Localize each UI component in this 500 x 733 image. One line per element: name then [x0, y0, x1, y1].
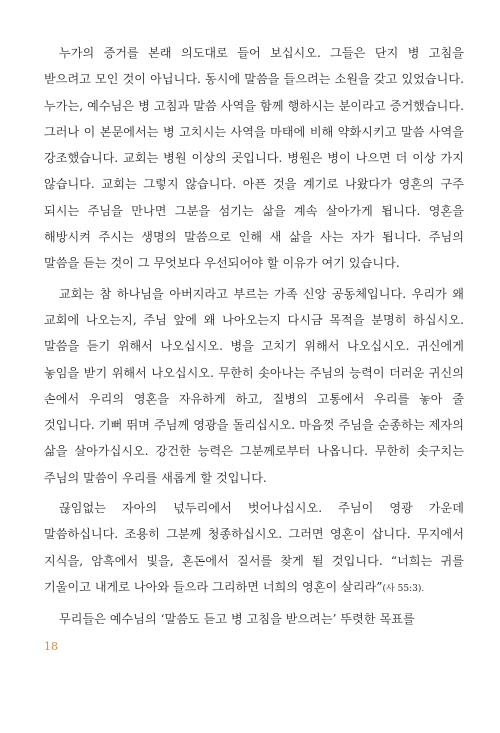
- scripture-citation: (사 55:3).: [382, 583, 425, 594]
- page-number: 18: [44, 640, 58, 653]
- document-body: [44, 40, 464, 637]
- paragraph: [44, 495, 464, 602]
- paragraph: 무리들은 예수님의 ‘말씀도 듣고 병 고침을 받으려는’ 뚜렷한 목표를: [59, 612, 415, 627]
- paragraph: 교회는 참 하나님을 아버지라고 부르는 가족 신앙 공동체입니다. 우리가 왜 교회에 나오는지, 주님 앞에 왜 나아오는지 다시금 목적을 분명히 하십시오. 말씀을 듣기 위해서 나오십시오. 병을 고치기 위해서 나오십시오. 귀신에게 놓임을 받기 위해서 나오십시오. 무한히 솟아나는 주님의 능력이 더러운 귀신의 손에서 우리의 영혼을 자유하게 하고, 질병의 고통에서 우리를 놓아 줄 것입니다. 기뻐 뛰며 주님께 영광을 돌리십시오. 마음껏 주님을 순종하는 제자의 삶을 살아가십시오. 강건한 능력은 그분께로부터 나옵니다. 무한히 솟구치는 주님의 말씀이 우리를 새롭게 할 것입니다.: [44, 286, 464, 485]
- paragraph: 누가의 증거를 본래 의도대로 들어 보십시오. 그들은 단지 병 고침을 받으려고 모인 것이 아닙니다. 동시에 말씀을 들으려는 소원을 갖고 있었습니다. 누가는, 예수님은 병 고침과 말씀 사역을 함께 행하시는 분이라고 증거했습니다. 그러나 이 본문에서는 병 고치시는 사역을 마태에 비해 약화시키고 말씀 사역을 강조했습니다. 교회는 병원 이상의 곳입니다. 병원은 병이 나으면 더 이상 가지 않습니다. 교회는 그렇지 않습니다. 아픈 것을 계기로 나왔다가 영혼의 구주 되시는 주님을 만나면 그분을 섬기는 삶을 계속 살아가게 됩니다. 영혼을 해방시켜 주시는 생명의 말씀으로 인해 새 삶을 사는 자가 됩니다. 주님의 말씀을 듣는 것이 그 무엇보다 우선되어야 할 이유가 여기 있습니다.: [44, 46, 464, 271]
- paragraph-text: 끊임없는 자아의 넋두리에서 벗어나십시오. 주님이 영광 가운데 말씀하십니다. 조용히 그분께 청종하십시오. 그러면 영혼이 삽니다. 무지에서 지식을, 암흑에서 빛을, 혼돈에서 질서를 찾게 될 것입니다. “너희는 귀를 기울이고 내게로 나아와 들으라 그리하면 너희의 영혼이 살리라”: [44, 501, 464, 594]
